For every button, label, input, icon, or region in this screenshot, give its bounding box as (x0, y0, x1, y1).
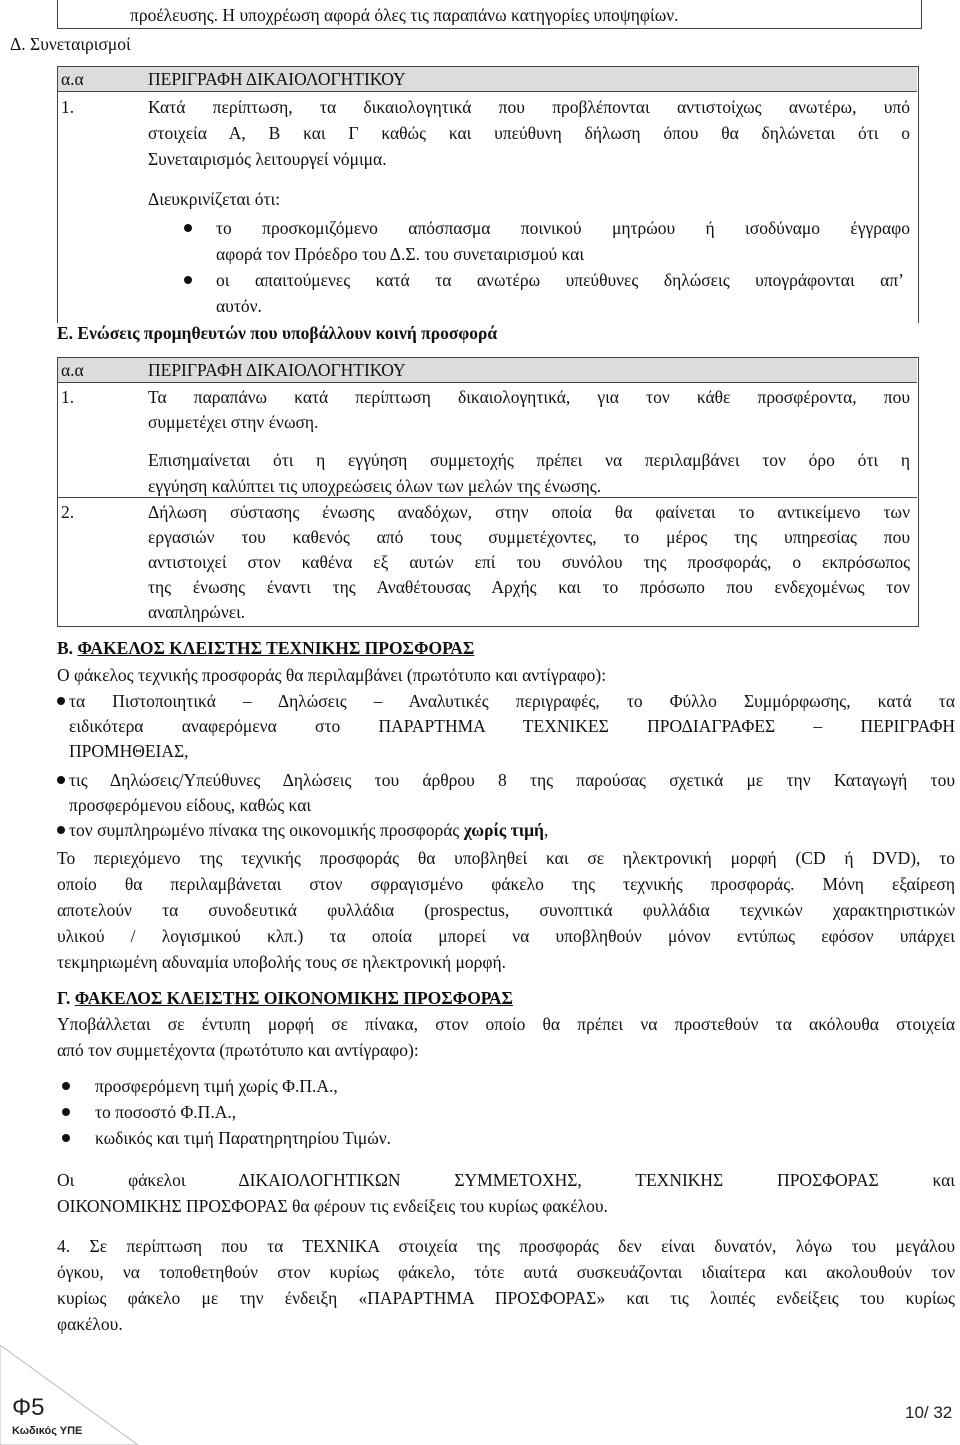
section-g-bullet: προσφερόμενη τιμή χωρίς Φ.Π.Α., (95, 1076, 338, 1096)
section-d-bullet2-line: οι απαιτούμενες κατά τα ανωτέρω υπεύθυνες δηλώσεις υπογράφονται απ’ (216, 270, 904, 290)
section-d-bullet2-line: αυτόν. (216, 296, 262, 316)
section-g-heading-title: ΦΑΚΕΛΟΣ ΚΛΕΙΣΤΗΣ ΟΙΚΟΝΟΜΙΚΗΣ ΠΡΟΣΦΟΡΑΣ (74, 988, 514, 1008)
section-e-item2-num: 2. (61, 502, 75, 522)
section-d-bullet1-line: αφορά τον Πρόεδρο του Δ.Σ. του συνεταιρισμού και (216, 244, 585, 264)
section-e-note-line: Επισημαίνεται ότι η εγγύηση συμμετοχής πρέπει να περιλαμβάνει τον όρο ότι η (148, 450, 910, 470)
section-d-item1-line: Κατά περίπτωση, τα δικαιολογητικά που προβλέπονται αντιστοίχως ανωτέρω, υπό (148, 97, 910, 117)
section-g-point4-line: κυρίως φάκελο με την ένδειξη «ΠΑΡΑΡΤΗΜΑ ΠΡΟΣΦΟΡΑΣ» και τις λοιπές ενδείξεις του κυρίως (57, 1288, 955, 1308)
bullet-icon (57, 697, 65, 705)
section-g-envelopes-line: Οι φάκελοι ΔΙΚΑΙΟΛΟΓΗΤΙΚΩΝ ΣΥΜΜΕΤΟΧΗΣ, ΤΕΧΝΙΚΗΣ ΠΡΟΣΦΟΡΑΣ και (57, 1170, 955, 1190)
section-b-bullet2-line: τις Δηλώσεις/Υπεύθυνες Δηλώσεις του άρθρου 8 της παρούσας σχετικά με την Καταγωγή του (69, 770, 955, 790)
section-e-item1-line: συμμετέχει στην ένωση. (148, 412, 319, 432)
section-b-bullet1-line: ΠΡΟΜΗΘΕΙΑΣ, (69, 741, 189, 761)
section-e-row-divider (58, 497, 917, 498)
section-b-bullet3-tail: , (543, 820, 549, 840)
section-b-heading-prefix: Β. (57, 638, 78, 658)
section-d-item1-num: 1. (61, 97, 75, 117)
section-b-para-line: οποίο θα περιλαμβάνεται στον σφραγισμένο φάκελο της τεχνικής προσφοράς. Μόνη εξαίρεση (57, 874, 955, 894)
section-b-heading-title: ΦΑΚΕΛΟΣ ΚΛΕΙΣΤΗΣ ΤΕΧΝΙΚΗΣ ΠΡΟΣΦΟΡΑΣ (77, 638, 475, 658)
section-b-intro: Ο φάκελος τεχνικής προσφοράς θα περιλαμβάνει (πρωτότυπο και αντίγραφο): (57, 665, 607, 685)
section-b-bullet2-line: προσφερόμενου είδους, καθώς και (69, 795, 312, 815)
footer-doc-label: Κωδικός ΥΠΕ (12, 1425, 83, 1437)
section-e-item2-line: της ένωσης έναντι της Αναθέτουσας Αρχής και το πρόσωπο που ενδεχομένως τον (148, 577, 910, 597)
section-b-para-line: Το περιεχόμενο της τεχνικής προσφοράς θα υποβληθεί και σε ηλεκτρονική μορφή (CD ή DVD), το (57, 848, 955, 868)
section-e-item1-num: 1. (61, 387, 75, 407)
section-g-point4-line: φακέλου. (57, 1314, 123, 1334)
section-g-envelopes-line: ΟΙΚΟΝΟΜΙΚΗΣ ΠΡΟΣΦΟΡΑΣ θα φέρουν τις ενδείξεις του κυρίως φακέλου. (57, 1196, 608, 1216)
section-e-item1-line: Τα παραπάνω κατά περίπτωση δικαιολογητικά, για τον κάθε προσφέροντα, που (148, 387, 910, 407)
section-g-point4-line: 4. Σε περίπτωση που τα ΤΕΧΝΙΚΑ στοιχεία της προσφοράς δεν είναι δυνατόν, λόγω του μεγάλου (57, 1236, 955, 1256)
bullet-icon (62, 1082, 70, 1090)
section-d-bullet1-line: το προσκομιζόμενο απόσπασμα ποινικού μητρώου ή ισοδύναμο έγγραφο (216, 218, 910, 238)
section-b-bullet3-text: τον συμπληρωμένο πίνακα της οικονομικής προσφοράς (69, 820, 464, 840)
section-g-heading (57, 986, 513, 1010)
section-d-item1-line: στοιχεία Α, Β και Γ καθώς και υπεύθυνη δήλωση όπου θα δηλώνεται ότι ο (148, 123, 910, 143)
section-g-bullet: το ποσοστό Φ.Π.Α., (95, 1102, 237, 1122)
section-d-header-num: α.α (61, 69, 84, 89)
section-e-heading: Ε. Ενώσεις προμηθευτών που υποβάλλουν κοινή προσφορά (57, 323, 498, 343)
section-b-para-line: υλικού / λογισμικού κλπ.) τα οποία μπορεί να υποβληθούν μόνον εντύπως εφόσον υπάρχει (57, 926, 955, 946)
section-g-heading-prefix: Γ. (57, 988, 75, 1008)
bullet-icon (62, 1108, 70, 1116)
section-d-header-desc: ΠΕΡΙΓΡΑΦΗ ΔΙΚΑΙΟΛΟΓΗΤΙΚΟΥ (148, 69, 406, 89)
bullet-icon (184, 276, 192, 284)
section-g-intro-line: Υποβάλλεται σε έντυπη μορφή σε πίνακα, στον οποίο θα πρέπει να προστεθούν τα ακόλουθα στοιχεία (57, 1014, 955, 1034)
section-g-intro-line: από τον συμμετέχοντα (πρωτότυπο και αντίγραφο): (57, 1040, 419, 1060)
section-d-item1-line: Συνεταιρισμός λειτουργεί νόμιμα. (148, 149, 387, 169)
section-b-para-line: αποτελούν τα συνοδευτικά φυλλάδια (prospectus, συνοπτικά φυλλάδια τεχνικών χαρακτηριστικών (57, 900, 955, 920)
section-b-heading (57, 636, 474, 660)
section-b-bullet3-bold: χωρίς τιμή (463, 820, 544, 840)
section-e-item2-line: αντιστοιχεί στον καθένα εξ αυτών επί του συνόλου της προσφοράς, ο εκπρόσωπος (148, 552, 910, 572)
section-e-item2-line: εργασιών του καθενός από τους συμμετέχοντες, το μέρος της υπηρεσίας που (148, 527, 910, 547)
section-g-point4-line: όγκου, να τοποθετηθούν στον κυρίως φάκελο, τότε αυτά συσκευάζονται ιδιαίτερα και ακολουθούν τον (57, 1262, 955, 1282)
section-e-note-line: εγγύηση καλύπτει τις υποχρεώσεις όλων των μελών της ένωσης. (148, 476, 602, 496)
top-table-line: προέλευσης. Η υποχρέωση αφορά όλες τις παραπάνω κατηγορίες υποψηφίων. (130, 5, 679, 25)
section-b-para-line: τεκμηριωμένη αδυναμία υποβολής τους σε ηλεκτρονική μορφή. (57, 952, 507, 972)
bullet-icon (184, 224, 192, 232)
bullet-icon (57, 826, 65, 834)
section-d-heading: Δ. Συνεταιρισμοί (10, 34, 131, 54)
section-e-item2-line: αναπληρώνει. (148, 602, 246, 622)
section-b-bullet1-line: ειδικότερα αναφερόμενα στο ΠΑΡΑΡΤΗΜΑ ΤΕΧΝΙΚΕΣ ΠΡΟΔΙΑΓΡΑΦΕΣ – ΠΕΡΙΓΡΑΦΗ (69, 716, 955, 736)
section-e-item2-line: Δήλωση σύστασης ένωσης αναδόχων, στην οποία θα φαίνεται το αντικείμενο των (148, 502, 910, 522)
section-e-header-num: α.α (61, 360, 84, 380)
footer-page-number: 10/ 32 (905, 1403, 953, 1422)
bullet-icon (57, 776, 65, 784)
section-d-clarify: Διευκρινίζεται ότι: (148, 189, 281, 209)
section-e-header-desc: ΠΕΡΙΓΡΑΦΗ ΔΙΚΑΙΟΛΟΓΗΤΙΚΟΥ (148, 360, 406, 380)
footer-doc-code: Φ5 (12, 1394, 45, 1421)
section-b-bullet1-line: τα Πιστοποιητικά – Δηλώσεις – Αναλυτικές περιγραφές, το Φύλλο Συμμόρφωσης, κατά τα (69, 691, 955, 711)
section-g-bullet: κωδικός και τιμή Παρατηρητηρίου Τιμών. (95, 1128, 392, 1148)
section-b-bullet3 (69, 818, 548, 842)
bullet-icon (62, 1134, 70, 1142)
